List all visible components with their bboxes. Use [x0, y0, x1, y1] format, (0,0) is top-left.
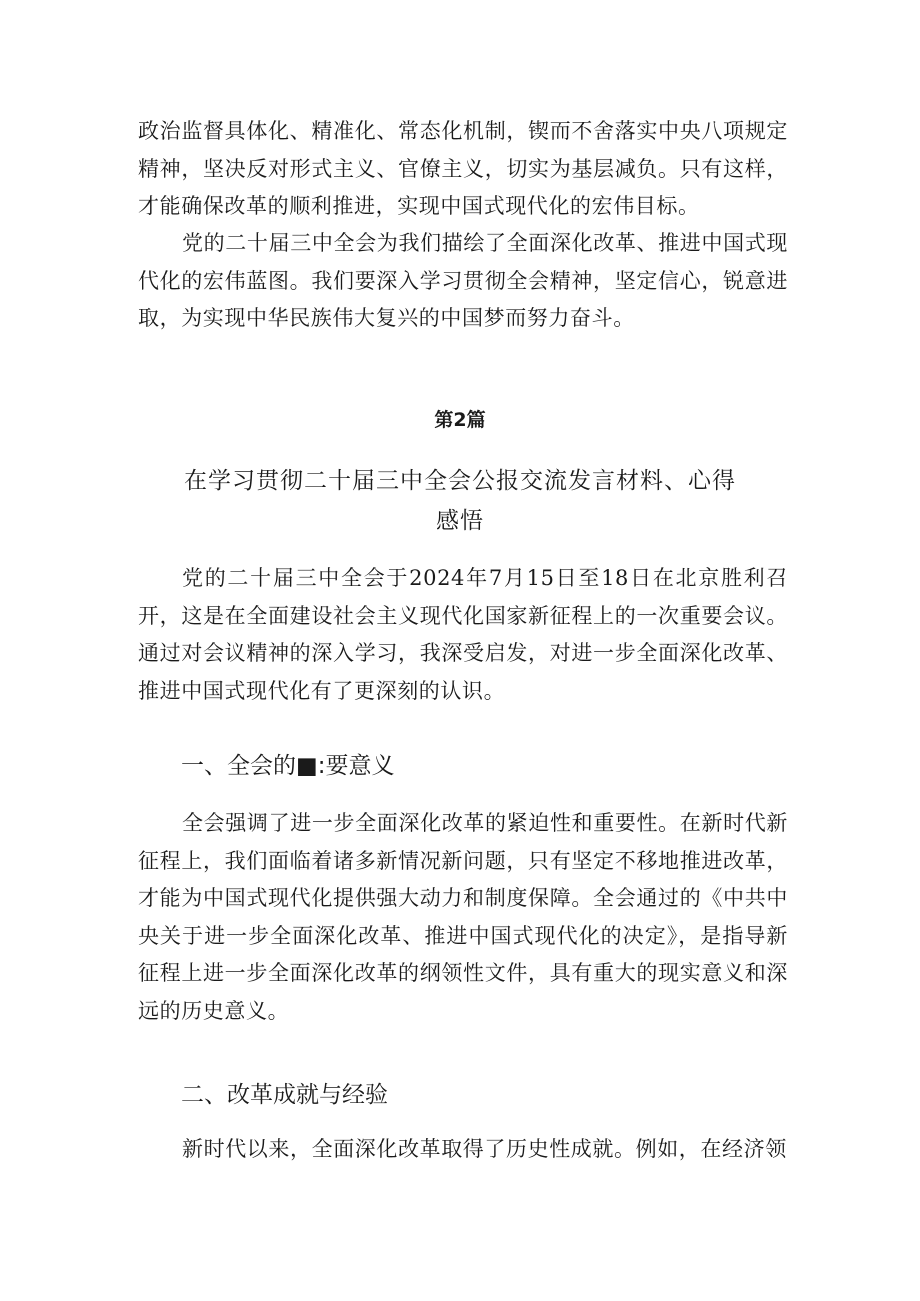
section-2-body: 新时代以来，全面深化改革取得了历史性成就。例如，在经济领 [182, 1137, 787, 1161]
section-heading-2: 二、改革成就与经验 [181, 1082, 388, 1108]
paragraph-conclusion: 党的二十届三中全会为我们描绘了全面深化改革、推进中国式现代化的宏伟蓝图。我们要深入学习贯彻全会精神，坚定信心，锐意进取，为实现中华民族伟大复兴的中国梦而努力奋斗。 [138, 231, 788, 330]
paragraph-continuation: 政治监督具体化、精准化、常态化机制，锲而不舍落实中央八项规定精神，坚决反对形式主义、官僚主义，切实为基层减负。只有这样，才能确保改革的顺利推进，实现中国式现代化的宏伟目标。 [138, 119, 788, 218]
article-title: 在学习贯彻二十届三中全会公报交流发言材料、心得感悟 [184, 468, 736, 534]
paragraph-intro: 党的二十届三中全会于2024年7月15日至18日在北京胜利召开，这是在全面建设社会主义现代化国家新征程上的一次重要会议。通过对会议精神的深入学习，我深受启发，对进一步全面深化改革、推进中国式现代化有了更深刻的认识。 [138, 566, 788, 703]
section-heading-1: 一、全会的■:要意义 [181, 753, 395, 779]
article-number: 第2篇 [434, 409, 486, 431]
section-1-body: 全会强调了进一步全面深化改革的紧迫性和重要性。在新时代新征程上，我们面临着诸多新情况新问题，只有坚定不移地推进改革，才能为中国式现代化提供强大动力和制度保障。全会通过的《中共中央关于进一步全面深化改革、推进中国式现代化的决定》，是指导新征程上进一步全面深化改革的纲领性文件，具有重大的现实意义和深远的历史意义。 [138, 811, 788, 1023]
